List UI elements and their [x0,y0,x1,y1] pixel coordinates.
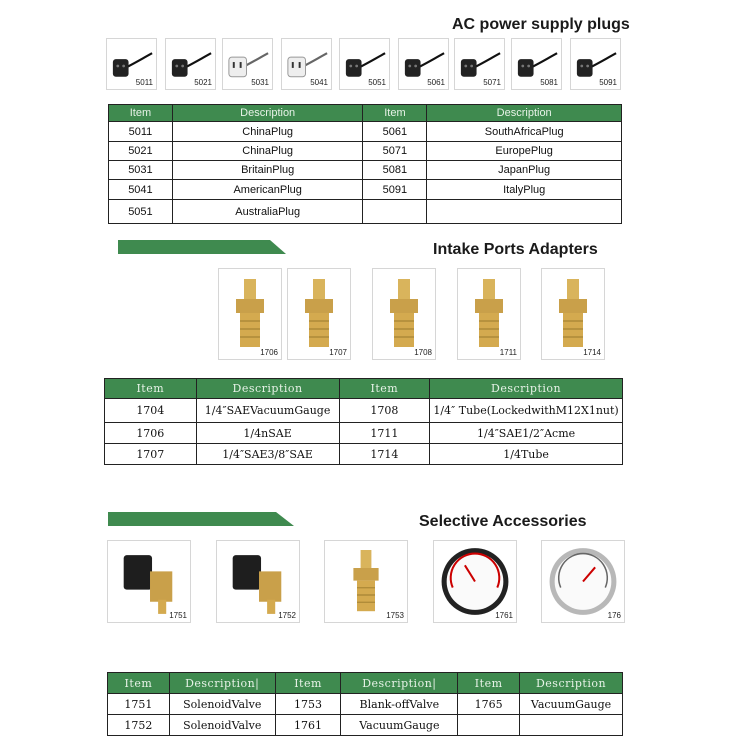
intake-table [104,378,623,465]
description-cell: SolenoidValve [169,694,275,715]
description-cell: 1/4″SAE1/2″Acme [430,423,623,444]
product-code: 5081 [540,78,558,87]
table-row [108,715,623,736]
brass-fitting-icon [542,269,604,359]
description-cell [427,200,622,224]
accessory-thumbnail [433,540,517,623]
description-cell: SolenoidValve [169,715,275,736]
adapter-thumbnail [457,268,521,360]
item-cell: 1751 [108,694,170,715]
solenoid-valve-icon [217,541,299,622]
plug-thumbnail [106,38,157,90]
plug-thumbnail [511,38,562,90]
accessory-thumbnail [107,540,191,623]
description-cell: BritainPlug [172,161,363,180]
intake-banner [118,240,288,256]
table-row [105,444,623,465]
col-header: Item [339,379,430,399]
table-header [108,673,623,694]
brass-fitting-icon [458,269,520,359]
plug-thumbnail [398,38,449,90]
item-cell: 1753 [275,694,341,715]
accessory-thumbnail [216,540,300,623]
table-row [109,180,622,200]
solenoid-valve-icon [108,541,190,622]
item-cell: 1714 [339,444,430,465]
col-header: Description [430,379,623,399]
table-row [108,694,623,715]
item-cell: 1704 [105,399,197,423]
product-code: 1752 [278,611,296,620]
col-header: Description| [341,673,458,694]
col-header: Item [458,673,520,694]
item-cell: 5041 [109,180,173,200]
item-cell: 5061 [363,122,427,142]
description-cell: 1/4″SAE3/8″SAE [196,444,339,465]
description-cell: ChinaPlug [172,142,363,161]
description-cell: ItalyPlug [427,180,622,200]
accessory-thumbnail [541,540,625,623]
plug-thumbnail [339,38,390,90]
table-row [105,399,623,423]
item-cell: 5021 [109,142,173,161]
description-cell: AmericanPlug [172,180,363,200]
product-code: 176 [607,611,621,620]
product-code: 1714 [583,348,601,357]
power-section-title: AC power supply plugs [452,16,630,33]
vacuum-gauge-icon [434,541,516,622]
item-cell: 1765 [458,694,520,715]
description-cell: JapanPlug [427,161,622,180]
item-cell: 1761 [275,715,341,736]
product-code: 1708 [414,348,432,357]
accessories-table [107,672,623,736]
adapter-thumbnail [541,268,605,360]
item-cell [363,200,427,224]
col-header: Item [275,673,341,694]
brass-fitting-icon [219,269,281,359]
product-code: 5071 [483,78,501,87]
product-code: 1711 [499,348,517,357]
description-cell: VacuumGauge [341,715,458,736]
brass-fitting-icon [373,269,435,359]
description-cell: VacuumGauge [520,694,623,715]
description-cell: 1/4nSAE [196,423,339,444]
product-code: 1753 [386,611,404,620]
table-row [109,122,622,142]
item-cell: 1752 [108,715,170,736]
table-row [109,161,622,180]
description-cell: Blank-offValve [341,694,458,715]
adapter-thumbnail [287,268,351,360]
col-header: Item [105,379,197,399]
plug-thumbnail [454,38,505,90]
description-cell: 1/4″ Tube(LockedwithM12X1nut) [430,399,623,423]
item-cell: 1711 [339,423,430,444]
brass-fitting-icon [325,541,407,622]
vacuum-gauge-icon [542,541,624,622]
item-cell: 5051 [109,200,173,224]
product-code: 5051 [368,78,386,87]
product-code: 1707 [329,348,347,357]
product-code: 1761 [495,611,513,620]
item-cell: 5031 [109,161,173,180]
product-code: 5061 [427,78,445,87]
col-header: Item [363,105,427,122]
description-cell: AustraliaPlug [172,200,363,224]
adapter-thumbnail [372,268,436,360]
brass-fitting-icon [288,269,350,359]
col-header: Description [520,673,623,694]
table-header [105,379,623,399]
product-code: 5011 [135,78,153,87]
table-row [105,423,623,444]
item-cell [458,715,520,736]
table-header [109,105,622,122]
description-cell: SouthAfricaPlug [427,122,622,142]
plug-thumbnail [570,38,621,90]
plug-thumbnail [222,38,273,90]
product-code: 5041 [310,78,328,87]
accessories-section-title: Selective Accessories [419,513,587,530]
description-cell: 1/4Tube [430,444,623,465]
description-cell: 1/4″SAEVacuumGauge [196,399,339,423]
adapter-thumbnail [218,268,282,360]
description-cell: ChinaPlug [172,122,363,142]
item-cell: 5081 [363,161,427,180]
power-table [108,104,622,224]
item-cell: 5011 [109,122,173,142]
table-row [109,200,622,224]
product-code: 5021 [194,78,212,87]
product-code: 1706 [260,348,278,357]
plug-thumbnail [281,38,332,90]
description-cell [520,715,623,736]
col-header: Item [109,105,173,122]
product-code: 1751 [169,611,187,620]
item-cell: 1706 [105,423,197,444]
product-code: 5091 [599,78,617,87]
col-header: Description [427,105,622,122]
table-row [109,142,622,161]
item-cell: 1708 [339,399,430,423]
col-header: Description [172,105,363,122]
item-cell: 5071 [363,142,427,161]
product-code: 5031 [251,78,269,87]
plug-thumbnail [165,38,216,90]
col-header: Description [196,379,339,399]
item-cell: 5091 [363,180,427,200]
description-cell: EuropePlug [427,142,622,161]
accessories-banner [108,512,298,528]
item-cell: 1707 [105,444,197,465]
accessory-thumbnail [324,540,408,623]
col-header: Description| [169,673,275,694]
intake-section-title: Intake Ports Adapters [433,241,598,258]
col-header: Item [108,673,170,694]
